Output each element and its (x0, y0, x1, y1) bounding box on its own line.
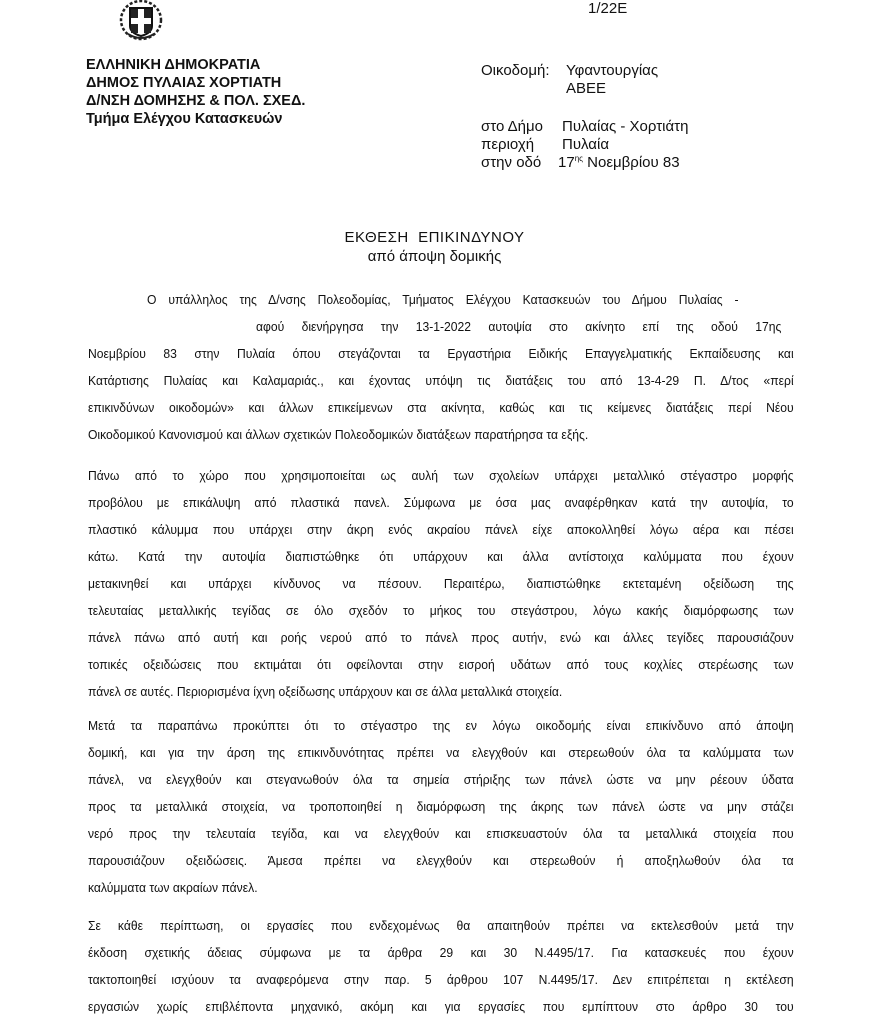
building-value: Υφαντουργίας (566, 62, 659, 79)
building-value-2: ΑΒΕΕ (566, 80, 607, 97)
text-line: προβόλου με επικάλυψη από πλαστικά πανελ. Σύμφωνα με όσα μας αναφέρθηκαν κατά την αυτοψία, το (88, 495, 794, 510)
paragraph-intro-rest (88, 340, 794, 448)
coat-of-arms-icon (116, 0, 166, 42)
text-line: τοπικές οξειδώσεις που εκτιμάται ότι οφείλονται στην εισροή υδάτων από τους κοχλίες στερέωσης των (88, 657, 794, 672)
building-label: Οικοδομή: (481, 62, 550, 79)
text-line: καλύμματα των ακραίων πάνελ. (88, 880, 258, 895)
text-line: Νοεμβρίου 83 στην Πυλαία όπου στεγάζονται τα Εργαστήρια Ειδικής Επαγγελματικής Εκπαίδευσης και (88, 346, 794, 361)
text-line: πάνελ, να ελεγχθούν και στεγανωθούν όλα τα σημεία στήριξης των πάνελ ώστε να μην ρέεουν ύδατα (88, 772, 794, 787)
report-subtitle: από άποψη δομικής (367, 248, 502, 265)
org-line-country: ΕΛΛΗΝΙΚΗ ΔΗΜΟΚΡΑΤΙΑ (86, 57, 261, 73)
area-value: Πυλαία (562, 136, 609, 153)
paragraph-permits (88, 912, 794, 1020)
text-line: εργασιών χωρίς επιβλέποντα μηχανικό, ακόμη και για εργασίες που εμπίπτουν στο άρθρο 30 του (88, 999, 794, 1014)
text-line: Πάνω από το χώρο που χρησιμοποιείται ως αυλή των σχολείων υπάρχει μεταλλικό στέγαστρο μορφής (88, 468, 794, 483)
text-line: παρουσιάζουν οξειδώσεις. Άμεσα πρέπει να ελεγχθούν και στερεωθούν ή αποξηλωθούν όλα τα (88, 853, 794, 868)
text-line: πάνελ πάνω από αυτή και ροής νερού από το πάνελ προς αυτήν, ενώ και άλλες τεγίδες παρουσιάζουν (88, 630, 794, 645)
area-label: περιοχή (481, 136, 535, 153)
street-value: $17^{\eta\varsigma}$ Νοεμβρίου 83 (558, 154, 680, 171)
text-line: Κατάρτισης Πυλαίας και Καλαμαριάς., και έχοντας υπόψη τις διατάξεις του από 13-4-29 Π. Δ/τος «περί (88, 373, 794, 388)
text-line: Ο υπάλληλος της Δ/νσης Πολεοδομίας, Τμήματος Ελέγχου Κατασκευών του Δήμου Πυλαίας - (147, 292, 739, 307)
paragraph-intro-line-2 (256, 313, 781, 340)
building-info (481, 62, 688, 172)
paragraph-findings (88, 462, 794, 705)
text-line: πλαστικό κάλυμμα που υπάρχει στην άκρη ενός ακραίου πάνελ είχε αποκολληθεί λόγω αέρα και πέσει (88, 522, 794, 537)
org-line-department: Τμήμα Ελέγχου Κατασκευών (86, 111, 283, 127)
text-line: τακτοποιηθεί ισχύουν τα αναφερόμενα στην παρ. 5 άρθρου 107 Ν.4495/17. Δεν επιτρέπεται η εκτέλεση (88, 972, 794, 987)
paragraph-intro (147, 286, 739, 313)
text-line: έκδοση σχετικής άδειας σύμφωνα με τα άρθρα 29 και 30 Ν.4495/17. Για κατασκευές που έχουν (88, 945, 794, 960)
report-title-main: ΕΚΘΕΣΗ ΕΠΙΚΙΝΔΥΝΟΥ (344, 229, 525, 246)
text-line: κάτω. Κατά την αυτοψία διαπιστώθηκε ότι υπάρχουν και άλλα αντίστοιχα καλύμματα που έχουν (88, 549, 794, 564)
text-line: επικινδύνων οικοδομών» και άλλων επικείμενων στα ακίνητα, καθώς και τις κείμενες διατάξεις περί Νέου (88, 400, 794, 415)
text-line: αφού διενήργησα την 13-1-2022 αυτοψία στο ακίνητο επί της οδού 17ης (256, 319, 782, 334)
text-line: νερό προς την τελευταία τεγίδα, και να ελεγχθούν και επισκευαστούν όλα τα μεταλλικά στοιχεία που (88, 826, 794, 841)
report-title (0, 228, 869, 266)
text-line: προς τα μεταλλικά στοιχεία, να τροποποιηθεί η διαμόρφωση της άκρης των πάνελ ώστε να μην στάζει (88, 799, 794, 814)
text-line: μετακινηθεί και υπάρχει κίνδυνος να πέσουν. Περαιτέρω, διαπιστώθηκε εκτεταμένη οξείδωση της (88, 576, 794, 591)
text-line: Οικοδομικού Κανονισμού και άλλων σχετικών Πολεοδομικών διατάξεων παρατήρησα τα εξής. (88, 427, 589, 442)
text-line: πάνελ σε αυτές. Περιορισμένα ίχνη οξείδωσης υπάρχουν και σε άλλα μεταλλικά στοιχεία. (88, 684, 563, 699)
text-line: Σε κάθε περίπτωση, οι εργασίες που ενδεχομένως θα απαιτηθούν πρέπει να εκτελεσθούν μετά την (88, 918, 794, 933)
org-line-directorate: Δ/ΝΣΗ ΔΟΜΗΣΗΣ & ΠΟΛ. ΣΧΕΔ. (86, 93, 306, 109)
issuing-organization (86, 56, 305, 128)
municipality-label: στο Δήμο (481, 118, 543, 135)
org-line-municipality: ΔΗΜΟΣ ΠΥΛΑΙΑΣ ΧΟΡΤΙΑΤΗ (86, 75, 282, 91)
protocol-number: 1/22Ε (588, 0, 628, 17)
municipality-value: Πυλαίας - Χορτιάτη (562, 118, 689, 135)
street-label: στην οδό (481, 154, 542, 171)
text-line: δομική, και για την άρση της επικινδυνότητας πρέπει να ελεγχθούν και στερεωθούν όλα τα καλύμματα των (88, 745, 794, 760)
text-line: Μετά τα παραπάνω προκύπτει ότι το στέγαστρο της εν λόγω οικοδομής είναι επικίνδυνο από άποψη (88, 718, 794, 733)
text-line: τελευταίας μεταλλικής τεγίδας σε όλο σχεδόν το μήκος του στεγάστρου, λόγω κακής διαμόρφωσης των (88, 603, 794, 618)
paragraph-conclusions (88, 712, 794, 901)
